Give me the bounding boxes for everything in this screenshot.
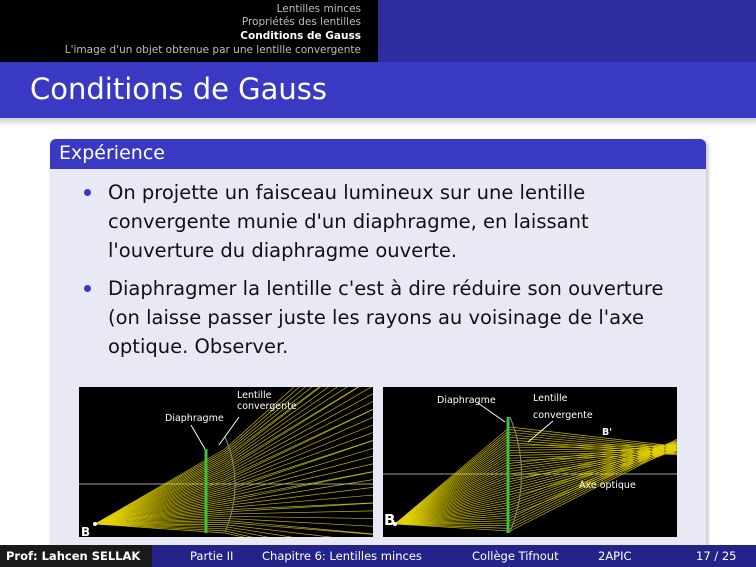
light-ray [225, 487, 373, 505]
title-shadow [0, 118, 756, 126]
point-label: B [81, 525, 91, 537]
light-ray [510, 442, 677, 481]
light-ray [225, 409, 373, 480]
bullet-dot-icon [84, 189, 91, 196]
bullet-dot-icon [84, 285, 91, 292]
source-point [93, 522, 97, 526]
point-label: B [384, 511, 396, 529]
light-ray [225, 523, 373, 535]
footer-info-box [152, 545, 756, 567]
image-point-label: B' [602, 427, 613, 438]
footer-chapter: Chapitre 6: Lentilles minces [262, 549, 422, 563]
nav-section-lentilles-minces[interactable]: Lentilles minces [276, 3, 361, 15]
light-ray [225, 417, 373, 482]
light-rays [395, 427, 677, 531]
bullet-text-2: Diaphragmer la lentille c'est à dire réduire son ouverture (on laisse passer juste les rayons au voisinage de l'axe optique. Observer. [108, 277, 664, 358]
diaphragm-label: Diaphragme [165, 413, 224, 424]
section-navigation [0, 0, 378, 62]
bullet-item-1 [108, 178, 668, 265]
light-ray [225, 516, 373, 518]
frame-title-bar [0, 62, 756, 118]
block-header [50, 139, 706, 169]
footer-author-box [0, 545, 152, 567]
diaphragm-label: Diaphragme [437, 395, 496, 406]
footer-page-number: 17 / 25 [696, 549, 737, 563]
footer-author: Prof: Lahcen SELLAK [6, 549, 141, 563]
light-ray [225, 511, 373, 514]
nav-right-panel [378, 0, 756, 62]
light-ray [225, 464, 373, 497]
experience-block [50, 139, 706, 559]
light-rays [95, 387, 373, 537]
figure-open-diaphragm [79, 387, 373, 537]
footer-class: 2APIC [598, 549, 632, 563]
light-ray [225, 503, 373, 510]
light-ray [225, 409, 373, 478]
light-ray [225, 440, 373, 489]
lens-label: Lentille convergente [533, 393, 593, 421]
nav-section-proprietes[interactable]: Propriétés des lentilles [241, 16, 361, 28]
block-title: Expérience [59, 142, 165, 164]
lens-label: Lentille convergente [237, 390, 297, 412]
footer-bar [0, 545, 756, 567]
bullet-item-2 [108, 274, 668, 361]
light-ray [225, 401, 373, 476]
nav-section-conditions-gauss[interactable]: Conditions de Gauss [240, 30, 361, 42]
bullet-text-1: On projette un faisceau lumineux sur une lentille convergente munie d'un diaphragme, en laissant l'ouverture du diaphragme ouverte. [108, 181, 589, 262]
light-ray [395, 466, 510, 524]
light-ray [225, 503, 373, 512]
ray-diagram-closed [383, 387, 677, 537]
figure-closed-diaphragm [383, 387, 677, 537]
light-ray [395, 482, 510, 524]
footer-part: Partie II [190, 549, 234, 563]
nav-section-image-objet[interactable]: L'image d'un objet obtenue par une lentille convergente [64, 44, 361, 56]
light-ray [225, 525, 373, 537]
diaphragm-pointer [191, 425, 205, 449]
page-title: Conditions de Gauss [30, 72, 328, 106]
ray-diagram-open [79, 387, 373, 537]
axis-label: Axe optique [579, 480, 636, 491]
footer-school: Collège Tifnout [472, 549, 559, 563]
